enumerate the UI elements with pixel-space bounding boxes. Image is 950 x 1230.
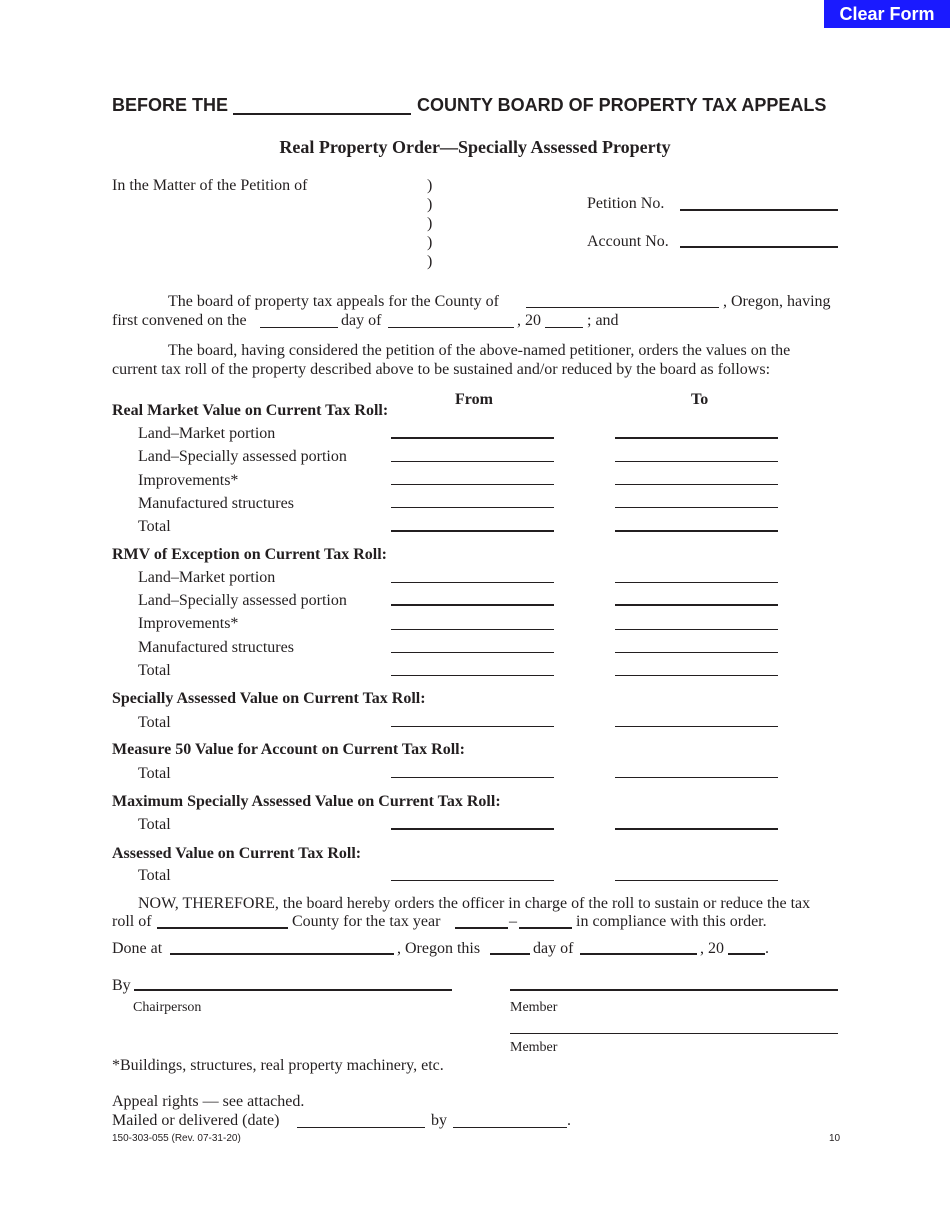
mailed-b: by [431,1112,447,1129]
paren-1: ) [427,177,433,194]
done-month-field[interactable] [580,953,697,955]
exc-land-market-to[interactable] [615,582,778,583]
appeal-rights: Appeal rights — see attached. [112,1093,305,1110]
section-assessed: Assessed Value on Current Tax Roll: [112,845,362,862]
exc-manufactured-from[interactable] [391,652,554,653]
petition-no-field[interactable] [680,209,838,211]
form-title: Real Property Order—Specially Assessed Property [279,137,671,157]
done-d: , 20 [700,940,724,957]
done-a: Done at [112,940,163,957]
mailed-a: Mailed or delivered (date) [112,1112,280,1129]
done-c: day of [533,940,574,957]
para3-c: in compliance with this order. [576,913,767,930]
county-of-field[interactable] [526,307,719,308]
rmv-improvements-from[interactable] [391,484,554,485]
form-number: 150-303-055 (Rev. 07-31-20) [112,1133,241,1144]
rmv-total-label: Total [138,518,171,535]
tax-year-end-field[interactable] [519,927,572,929]
exc-land-special-label: Land–Specially assessed portion [138,592,347,609]
paren-2: ) [427,196,433,213]
account-no-field[interactable] [680,246,838,248]
petition-no-label: Petition No. [587,195,665,212]
m50-total-to[interactable] [615,777,778,778]
member2-signature-field[interactable] [510,1033,838,1034]
paren-3: ) [427,215,433,232]
msav-total-from[interactable] [391,828,554,830]
done-e: . [765,940,769,957]
tax-year-start-field[interactable] [455,927,508,929]
member1-label: Member [510,1000,558,1015]
section-specially-assessed: Specially Assessed Value on Current Tax Roll: [112,690,426,707]
section-rmv: Real Market Value on Current Tax Roll: [112,402,389,419]
rmv-manufactured-label: Manufactured structures [138,495,294,512]
column-from: From [455,391,493,408]
section-measure50: Measure 50 Value for Account on Current Tax Roll: [112,741,465,758]
exc-total-label: Total [138,662,171,679]
column-to: To [691,391,709,408]
msav-total-label: Total [138,816,171,833]
exc-improvements-label: Improvements* [138,615,239,632]
para3-a: roll of [112,913,152,930]
exc-total-to[interactable] [615,675,778,676]
para1-f: ; and [587,312,619,329]
member2-label: Member [510,1040,558,1055]
account-no-label: Account No. [587,233,669,250]
matter-label: In the Matter of the Petition of [112,177,308,194]
section-max-specially: Maximum Specially Assessed Value on Current Tax Roll: [112,793,501,810]
sav-total-from[interactable] [391,726,554,727]
exc-manufactured-to[interactable] [615,652,778,653]
convened-year-field[interactable] [545,327,583,328]
by-label: By [112,977,131,994]
mailed-date-field[interactable] [297,1127,425,1128]
rmv-land-market-label: Land–Market portion [138,425,276,442]
done-at-field[interactable] [170,953,394,955]
para3-b: County for the tax year [292,913,441,930]
para1-e: , 20 [517,312,541,329]
exc-improvements-from[interactable] [391,629,554,630]
rmv-land-market-from[interactable] [391,437,554,439]
rmv-land-special-label: Land–Specially assessed portion [138,448,347,465]
para2-line1: The board, having considered the petition of the above-named petitioner, orders the values on the [168,342,791,359]
exc-manufactured-label: Manufactured structures [138,639,294,656]
para1-d: day of [341,312,382,329]
rmv-total-from[interactable] [391,530,554,532]
av-total-from[interactable] [391,880,554,881]
header-before: BEFORE THE [112,95,229,115]
av-total-label: Total [138,867,171,884]
county-name-field[interactable] [233,113,411,115]
rmv-improvements-label: Improvements* [138,472,239,489]
rmv-improvements-to[interactable] [615,484,778,485]
para1-c: first convened on the [112,312,247,329]
av-total-to[interactable] [615,880,778,881]
rmv-manufactured-from[interactable] [391,507,554,508]
convened-day-field[interactable] [260,327,338,328]
para3-line1: NOW, THEREFORE, the board hereby orders the officer in charge of the roll to sustain or reduce the tax [138,895,811,912]
done-b: , Oregon this [397,940,481,957]
exc-land-market-from[interactable] [391,582,554,583]
rmv-land-special-from[interactable] [391,461,554,462]
sav-total-to[interactable] [615,726,778,727]
rmv-manufactured-to[interactable] [615,507,778,508]
paren-5: ) [427,253,433,270]
para2-line2: current tax roll of the property described above to be sustained and/or reduced by the board as follows: [112,361,771,378]
roll-county-field[interactable] [157,927,288,929]
chairperson-label: Chairperson [133,1000,202,1015]
done-day-field[interactable] [490,953,530,955]
para1-b: , Oregon, having [723,293,831,310]
m50-total-label: Total [138,765,171,782]
rmv-land-market-to[interactable] [615,437,778,439]
sav-total-label: Total [138,714,171,731]
section-rmv-exception: RMV of Exception on Current Tax Roll: [112,546,387,563]
page-number: 10 [829,1133,841,1144]
member1-signature-field[interactable] [510,989,838,991]
exc-land-market-label: Land–Market portion [138,569,276,586]
exc-improvements-to[interactable] [615,629,778,630]
mailed-c: . [567,1112,571,1129]
footnote: *Buildings, structures, real property machinery, etc. [112,1057,444,1074]
paren-4: ) [427,234,433,251]
m50-total-from[interactable] [391,777,554,778]
done-year-field[interactable] [728,953,765,955]
convened-month-field[interactable] [388,327,514,328]
clear-form-button[interactable]: Clear Form [824,0,950,28]
exc-total-from[interactable] [391,675,554,676]
para1-a: The board of property tax appeals for the County of [168,293,500,310]
exc-land-special-to[interactable] [615,604,778,606]
exc-land-special-from[interactable] [391,604,554,606]
header-after: COUNTY BOARD OF PROPERTY TAX APPEALS [417,95,827,115]
msav-total-to[interactable] [615,828,778,830]
rmv-total-to[interactable] [615,530,778,532]
mailed-by-field[interactable] [453,1127,567,1128]
chairperson-signature-field[interactable] [134,989,452,991]
para3-dash: – [509,913,517,930]
rmv-land-special-to[interactable] [615,461,778,462]
